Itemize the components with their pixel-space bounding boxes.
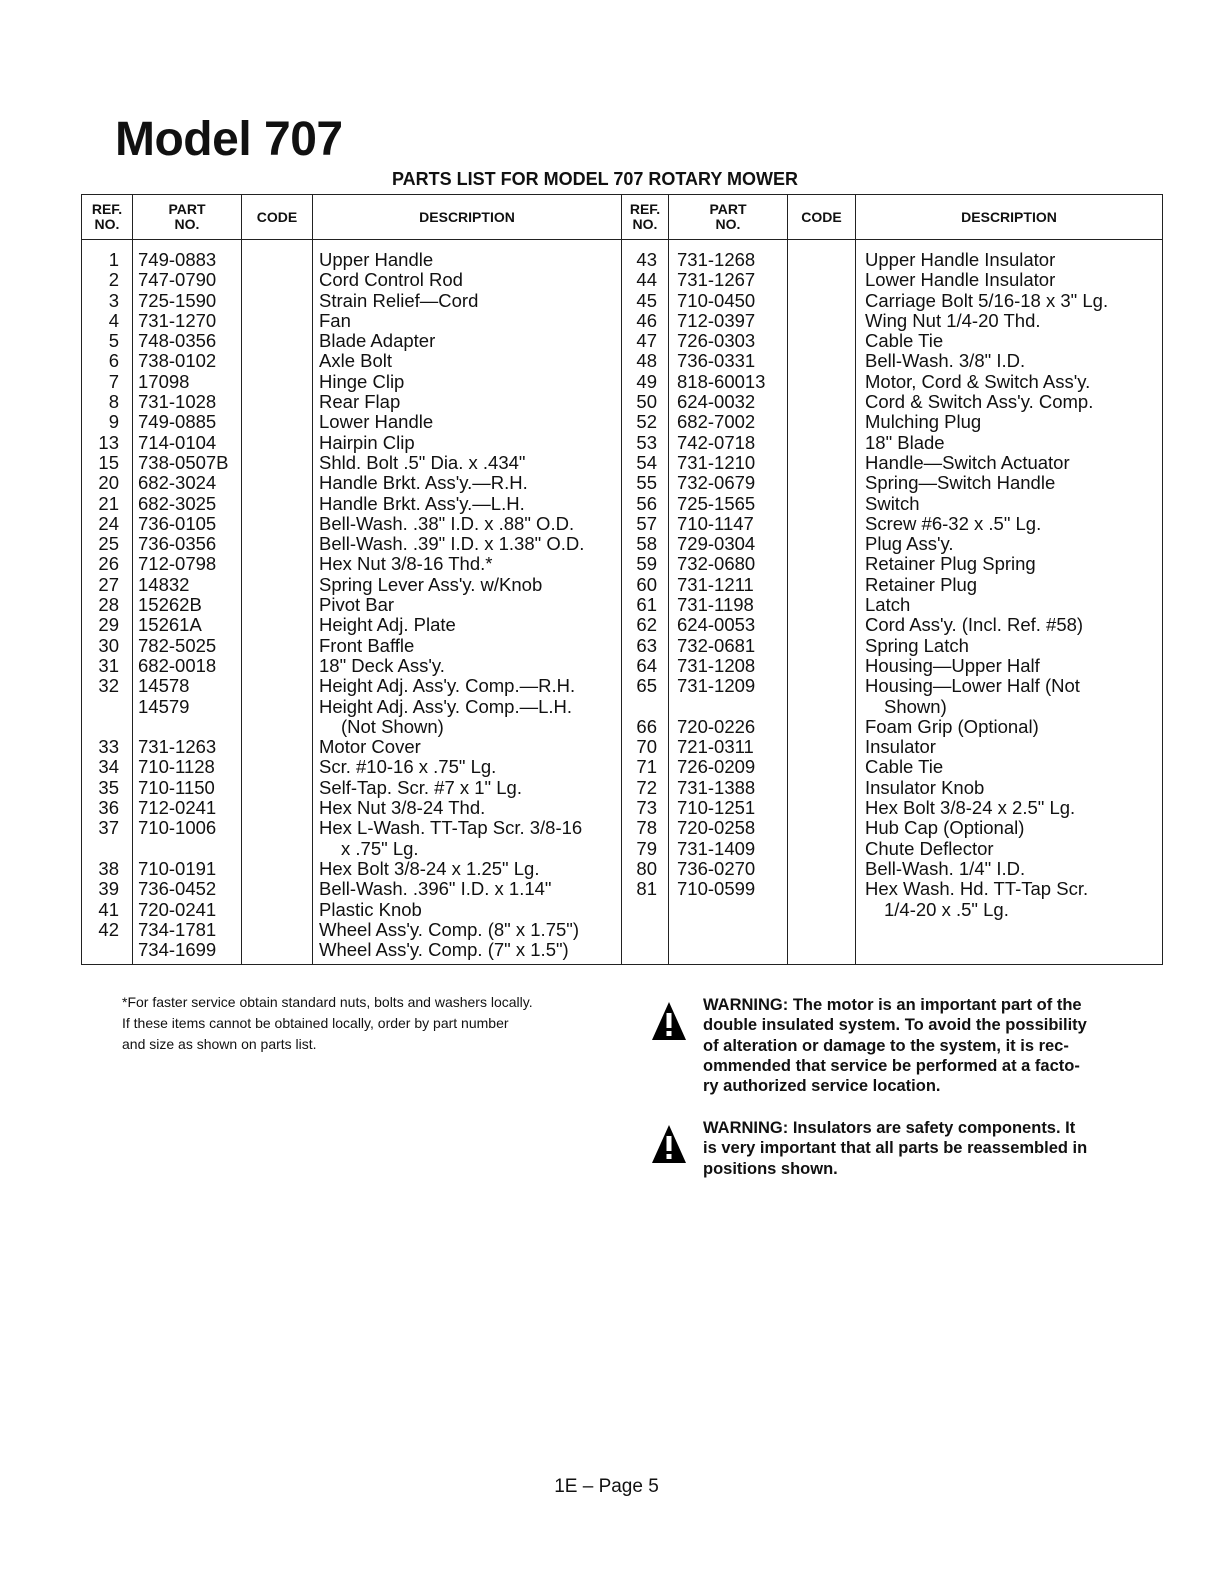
description-cell: Height Adj. Ass'y. Comp.—L.H. xyxy=(319,695,573,717)
part-no-cell: 682-0018 xyxy=(138,654,217,676)
description-cell: Shown) xyxy=(884,695,947,717)
description-cell: Plug Ass'y. xyxy=(865,533,954,555)
description-cell: Cable Tie xyxy=(865,756,944,778)
description-cell: Handle Brkt. Ass'y.—L.H. xyxy=(319,492,525,514)
code-column-right xyxy=(788,240,856,965)
part-no-cell: 725-1590 xyxy=(138,289,217,311)
part-no-cell: 731-1388 xyxy=(677,776,756,798)
ref-no-cell: 25 xyxy=(98,533,119,555)
ref-no-cell: 49 xyxy=(636,370,657,392)
description-cell: Retainer Plug xyxy=(865,573,978,595)
part-no-cell: 748-0356 xyxy=(138,330,217,352)
ref-no-cell: 43 xyxy=(636,249,657,270)
description-cell: 18" Blade xyxy=(865,431,945,453)
description-cell: Cord Ass'y. (Incl. Ref. #58) xyxy=(865,614,1084,636)
part-no-cell: 736-0331 xyxy=(677,350,756,372)
ref-no-cell: 8 xyxy=(108,391,119,413)
ref-no-cell: 26 xyxy=(98,553,119,575)
description-cell: Spring—Switch Handle xyxy=(865,472,1056,494)
ref-no-cell: 32 xyxy=(98,675,119,697)
part-no-cell: 731-1210 xyxy=(677,451,756,473)
table-body-row xyxy=(82,240,1163,965)
ref-no-cell: 46 xyxy=(636,309,657,331)
description-cell: Bell-Wash. .38" I.D. x .88" O.D. xyxy=(319,512,575,534)
part-no-cell xyxy=(133,839,241,859)
part-no-cell: 732-0679 xyxy=(677,472,756,494)
ref-no-cell: 13 xyxy=(98,431,119,453)
description-cell: Upper Handle Insulator xyxy=(865,249,1056,270)
col-header-description: DESCRIPTION xyxy=(313,195,622,240)
part-no-column-left xyxy=(133,240,242,965)
description-cell: Fan xyxy=(319,309,351,331)
ref-no-cell: 21 xyxy=(98,492,119,514)
ref-no-cell: 55 xyxy=(636,472,657,494)
description-cell: Spring Lever Ass'y. w/Knob xyxy=(319,573,543,595)
part-no-cell: 720-0258 xyxy=(677,817,756,839)
ref-no-cell: 71 xyxy=(636,756,657,778)
ref-no-cell: 41 xyxy=(98,898,119,920)
description-cell: Hex Bolt 3/8-24 x 2.5" Lg. xyxy=(865,797,1076,819)
part-no-cell: 17098 xyxy=(138,370,190,392)
part-no-cell: 747-0790 xyxy=(138,269,217,291)
description-cell: Housing—Upper Half xyxy=(865,654,1040,676)
col-header-description-2: DESCRIPTION xyxy=(856,195,1163,240)
part-no-cell: 714-0104 xyxy=(138,431,217,453)
ref-no-cell: 15 xyxy=(98,451,119,473)
description-cell: Scr. #10-16 x .75" Lg. xyxy=(319,756,497,778)
ref-no-cell: 38 xyxy=(98,857,119,879)
ref-no-cell: 54 xyxy=(636,451,657,473)
ref-no-cell: 79 xyxy=(636,837,657,859)
description-cell: Switch xyxy=(865,492,920,514)
col-header-part-no-2: PART NO. xyxy=(669,195,788,240)
ref-no-cell: 50 xyxy=(636,391,657,413)
description-cell: Wheel Ass'y. Comp. (7" x 1.5") xyxy=(319,939,569,961)
part-no-cell: 734-1699 xyxy=(138,939,217,961)
ref-no-cell: 42 xyxy=(98,918,119,940)
ref-no-cell: 9 xyxy=(108,411,119,433)
part-no-cell: 14578 xyxy=(138,675,190,697)
description-cell: Hairpin Clip xyxy=(319,431,415,453)
ref-no-cell: 80 xyxy=(636,857,657,879)
ref-no-cell xyxy=(622,697,668,717)
description-cell: Cable Tie xyxy=(865,330,944,352)
ref-no-cell: 3 xyxy=(108,289,119,311)
ref-no-cell: 35 xyxy=(98,776,119,798)
description-cell: x .75" Lg. xyxy=(341,837,419,859)
description-cell: Hex Wash. Hd. TT-Tap Scr. xyxy=(865,878,1089,900)
ref-no-cell: 65 xyxy=(636,675,657,697)
description-cell: Upper Handle xyxy=(319,249,434,270)
description-cell: Bell-Wash. 1/4" I.D. xyxy=(865,857,1026,879)
ref-no-cell: 47 xyxy=(636,330,657,352)
ref-no-cell: 33 xyxy=(98,736,119,758)
page-title: Model 707 xyxy=(115,113,343,166)
ref-no-column-left xyxy=(82,240,133,965)
ref-no-cell: 36 xyxy=(98,797,119,819)
description-cell: Strain Relief—Cord xyxy=(319,289,479,311)
part-no-cell: 736-0452 xyxy=(138,878,217,900)
part-no-cell: 14579 xyxy=(138,695,190,717)
ref-no-cell: 73 xyxy=(636,797,657,819)
ref-no-cell: 48 xyxy=(636,350,657,372)
col-header-part-no: PART NO. xyxy=(133,195,242,240)
part-no-cell: 682-7002 xyxy=(677,411,756,433)
description-cell: (Not Shown) xyxy=(341,715,444,737)
description-cell: Hex Nut 3/8-24 Thd. xyxy=(319,797,486,819)
part-no-cell: 742-0718 xyxy=(677,431,756,453)
description-cell: Hex Nut 3/8-16 Thd.* xyxy=(319,553,493,575)
ref-no-cell: 64 xyxy=(636,654,657,676)
ref-no-cell: 31 xyxy=(98,654,119,676)
part-no-cell: 738-0102 xyxy=(138,350,217,372)
part-no-column-right xyxy=(669,240,788,965)
ref-no-cell: 56 xyxy=(636,492,657,514)
ref-no-cell xyxy=(82,697,132,717)
code-column-left xyxy=(242,240,313,965)
description-cell: Bell-Wash. .39" I.D. x 1.38" O.D. xyxy=(319,533,585,555)
ref-no-cell: 24 xyxy=(98,512,119,534)
ref-no-cell: 27 xyxy=(98,573,119,595)
description-cell: Cord Control Rod xyxy=(319,269,463,291)
ref-no-cell: 58 xyxy=(636,533,657,555)
part-no-cell: 726-0303 xyxy=(677,330,756,352)
parts-table xyxy=(81,194,1163,965)
part-no-cell xyxy=(669,900,787,920)
description-cell: Self-Tap. Scr. #7 x 1" Lg. xyxy=(319,776,522,798)
description-cell: Rear Flap xyxy=(319,391,401,413)
description-cell: Screw #6-32 x .5" Lg. xyxy=(865,512,1042,534)
part-no-cell: 734-1781 xyxy=(138,918,217,940)
ref-no-cell: 66 xyxy=(636,715,657,737)
ref-no-cell: 30 xyxy=(98,634,119,656)
ref-no-cell: 37 xyxy=(98,817,119,839)
part-no-cell: 731-1211 xyxy=(677,573,754,595)
description-cell: Pivot Bar xyxy=(319,594,395,616)
ref-no-cell: 1 xyxy=(108,249,119,270)
part-no-cell xyxy=(133,717,241,737)
ref-no-cell: 70 xyxy=(636,736,657,758)
ref-no-cell: 20 xyxy=(98,472,119,494)
part-no-cell: 710-0599 xyxy=(677,878,756,900)
part-no-cell: 731-1198 xyxy=(677,594,754,616)
part-no-cell: 14832 xyxy=(138,573,190,595)
part-no-cell: 721-0311 xyxy=(677,736,754,758)
part-no-cell: 710-1128 xyxy=(138,756,215,778)
part-no-cell: 731-1267 xyxy=(677,269,756,291)
description-cell: Insulator xyxy=(865,736,936,758)
description-cell: Housing—Lower Half (Not xyxy=(865,675,1080,697)
motor-warning xyxy=(651,995,1141,1096)
part-no-cell: 731-1028 xyxy=(138,391,217,413)
description-cell: Insulator Knob xyxy=(865,776,985,798)
insulator-warning xyxy=(651,1118,1141,1179)
part-no-cell: 15262B xyxy=(138,594,202,616)
part-no-cell: 736-0356 xyxy=(138,533,217,555)
part-no-cell: 731-1209 xyxy=(677,675,756,697)
warning-triangle-icon xyxy=(651,1124,687,1164)
ref-no-cell: 72 xyxy=(636,776,657,798)
description-cell: Height Adj. Ass'y. Comp.—R.H. xyxy=(319,675,576,697)
part-no-cell: 782-5025 xyxy=(138,634,217,656)
description-column-right xyxy=(856,240,1163,965)
warning-text: WARNING: Insulators are safety components. It is very important that all parts be reassembled in positions shown. xyxy=(703,1119,1088,1178)
ref-no-cell: 6 xyxy=(108,350,119,372)
ref-no-cell: 63 xyxy=(636,634,657,656)
warning-triangle-icon xyxy=(651,1001,687,1041)
ref-no-cell: 29 xyxy=(98,614,119,636)
part-no-cell: 731-1268 xyxy=(677,249,756,270)
description-cell: Front Baffle xyxy=(319,634,415,656)
ref-no-cell: 28 xyxy=(98,594,119,616)
ref-no-cell: 78 xyxy=(636,817,657,839)
description-cell: Wheel Ass'y. Comp. (8" x 1.75") xyxy=(319,918,579,940)
description-cell: Hex Bolt 3/8-24 x 1.25" Lg. xyxy=(319,857,540,879)
part-no-cell: 731-1208 xyxy=(677,654,756,676)
part-no-cell: 818-60013 xyxy=(677,370,766,392)
part-no-cell: 710-1251 xyxy=(677,797,756,819)
ref-no-cell: 7 xyxy=(108,370,119,392)
part-no-cell: 749-0883 xyxy=(138,249,217,270)
ref-no-cell: 57 xyxy=(636,512,657,534)
description-column-left xyxy=(313,240,622,965)
col-header-code-2: CODE xyxy=(788,195,856,240)
ref-no-cell: 62 xyxy=(636,614,657,636)
part-no-cell: 725-1565 xyxy=(677,492,756,514)
part-no-cell: 732-0680 xyxy=(677,553,756,575)
part-no-cell: 738-0507B xyxy=(138,451,229,473)
warning-text: WARNING: The motor is an important part of the double insulated system. To avoid the possibility of alteration or damage to the system, it is rec- ommended that service be performed at a facto- ry authorized service location. xyxy=(703,996,1087,1096)
ref-no-cell xyxy=(82,717,132,737)
description-cell: Axle Bolt xyxy=(319,350,393,372)
ref-no-cell: 2 xyxy=(108,269,119,291)
description-cell: Handle Brkt. Ass'y.—R.H. xyxy=(319,472,528,494)
ref-no-cell: 53 xyxy=(636,431,657,453)
parts-list-subtitle: PARTS LIST FOR MODEL 707 ROTARY MOWER xyxy=(392,169,799,189)
description-cell: Hinge Clip xyxy=(319,370,405,392)
part-no-cell: 720-0241 xyxy=(138,898,217,920)
ref-no-cell: 4 xyxy=(108,309,119,331)
ref-no-column-right xyxy=(622,240,669,965)
part-no-cell: 710-0191 xyxy=(138,857,217,879)
part-no-cell: 726-0209 xyxy=(677,756,756,778)
description-cell: Chute Deflector xyxy=(865,837,994,859)
part-no-cell xyxy=(669,697,787,717)
part-no-cell: 710-1147 xyxy=(677,512,754,534)
description-cell: 1/4-20 x .5" Lg. xyxy=(884,898,1009,920)
part-no-cell: 712-0397 xyxy=(677,309,756,331)
page-number: 1E – Page 5 xyxy=(554,1476,659,1497)
description-cell: Motor Cover xyxy=(319,736,421,758)
part-no-cell: 710-0450 xyxy=(677,289,756,311)
part-no-cell: 731-1270 xyxy=(138,309,217,331)
description-cell: Bell-Wash. 3/8" I.D. xyxy=(865,350,1026,372)
description-cell: Mulching Plug xyxy=(865,411,982,433)
part-no-cell: 731-1263 xyxy=(138,736,217,758)
part-no-cell: 731-1409 xyxy=(677,837,756,859)
part-no-cell: 712-0798 xyxy=(138,553,217,575)
ref-no-cell: 44 xyxy=(636,269,657,291)
description-cell: Retainer Plug Spring xyxy=(865,553,1036,575)
ref-no-cell: 81 xyxy=(636,878,657,900)
description-cell: Hex L-Wash. TT-Tap Scr. 3/8-16 xyxy=(319,817,583,839)
ref-no-cell: 34 xyxy=(98,756,119,778)
description-cell: 18" Deck Ass'y. xyxy=(319,654,445,676)
part-no-cell: 624-0032 xyxy=(677,391,756,413)
col-header-code: CODE xyxy=(242,195,313,240)
description-cell: Blade Adapter xyxy=(319,330,436,352)
description-cell: Lower Handle Insulator xyxy=(865,269,1056,291)
col-header-ref-no-2: REF. NO. xyxy=(622,195,669,240)
part-no-cell: 624-0053 xyxy=(677,614,756,636)
ref-no-cell: 59 xyxy=(636,553,657,575)
description-cell: Motor, Cord & Switch Ass'y. xyxy=(865,370,1091,392)
description-cell: Height Adj. Plate xyxy=(319,614,456,636)
part-no-cell: 710-1006 xyxy=(138,817,217,839)
ref-no-cell xyxy=(82,940,132,960)
description-cell: Cord & Switch Ass'y. Comp. xyxy=(865,391,1094,413)
description-cell: Hub Cap (Optional) xyxy=(865,817,1025,839)
description-cell: Lower Handle xyxy=(319,411,434,433)
part-no-cell: 712-0241 xyxy=(138,797,217,819)
table-header-row xyxy=(82,195,1163,240)
part-no-cell: 732-0681 xyxy=(677,634,756,656)
description-cell: Bell-Wash. .396" I.D. x 1.14" xyxy=(319,878,552,900)
description-cell: Spring Latch xyxy=(865,634,969,656)
ref-no-cell xyxy=(622,900,668,920)
description-cell: Carriage Bolt 5/16-18 x 3" Lg. xyxy=(865,289,1109,311)
part-no-cell: 729-0304 xyxy=(677,533,756,555)
ref-no-cell: 61 xyxy=(636,594,657,616)
ref-no-cell xyxy=(82,839,132,859)
ref-no-cell: 5 xyxy=(108,330,119,352)
part-no-cell: 749-0885 xyxy=(138,411,217,433)
description-cell: Handle—Switch Actuator xyxy=(865,451,1070,473)
ref-no-cell: 52 xyxy=(636,411,657,433)
footnote: *For faster service obtain standard nuts, bolts and washers locally. If these items cannot be obtained locally, order by part number and size as shown on parts list. xyxy=(122,994,533,1052)
ref-no-cell: 60 xyxy=(636,573,657,595)
part-no-cell: 720-0226 xyxy=(677,715,756,737)
description-cell: Wing Nut 1/4-20 Thd. xyxy=(865,309,1041,331)
description-cell: Foam Grip (Optional) xyxy=(865,715,1039,737)
ref-no-cell: 39 xyxy=(98,878,119,900)
description-cell: Plastic Knob xyxy=(319,898,422,920)
part-no-cell: 736-0105 xyxy=(138,512,217,534)
part-no-cell: 682-3024 xyxy=(138,472,217,494)
ref-no-cell: 45 xyxy=(636,289,657,311)
part-no-cell: 682-3025 xyxy=(138,492,217,514)
description-cell: Shld. Bolt .5" Dia. x .434" xyxy=(319,451,526,473)
part-no-cell: 736-0270 xyxy=(677,857,756,879)
part-no-cell: 15261A xyxy=(138,614,202,636)
description-cell: Latch xyxy=(865,594,911,616)
col-header-ref-no: REF. NO. xyxy=(82,195,133,240)
part-no-cell: 710-1150 xyxy=(138,776,215,798)
